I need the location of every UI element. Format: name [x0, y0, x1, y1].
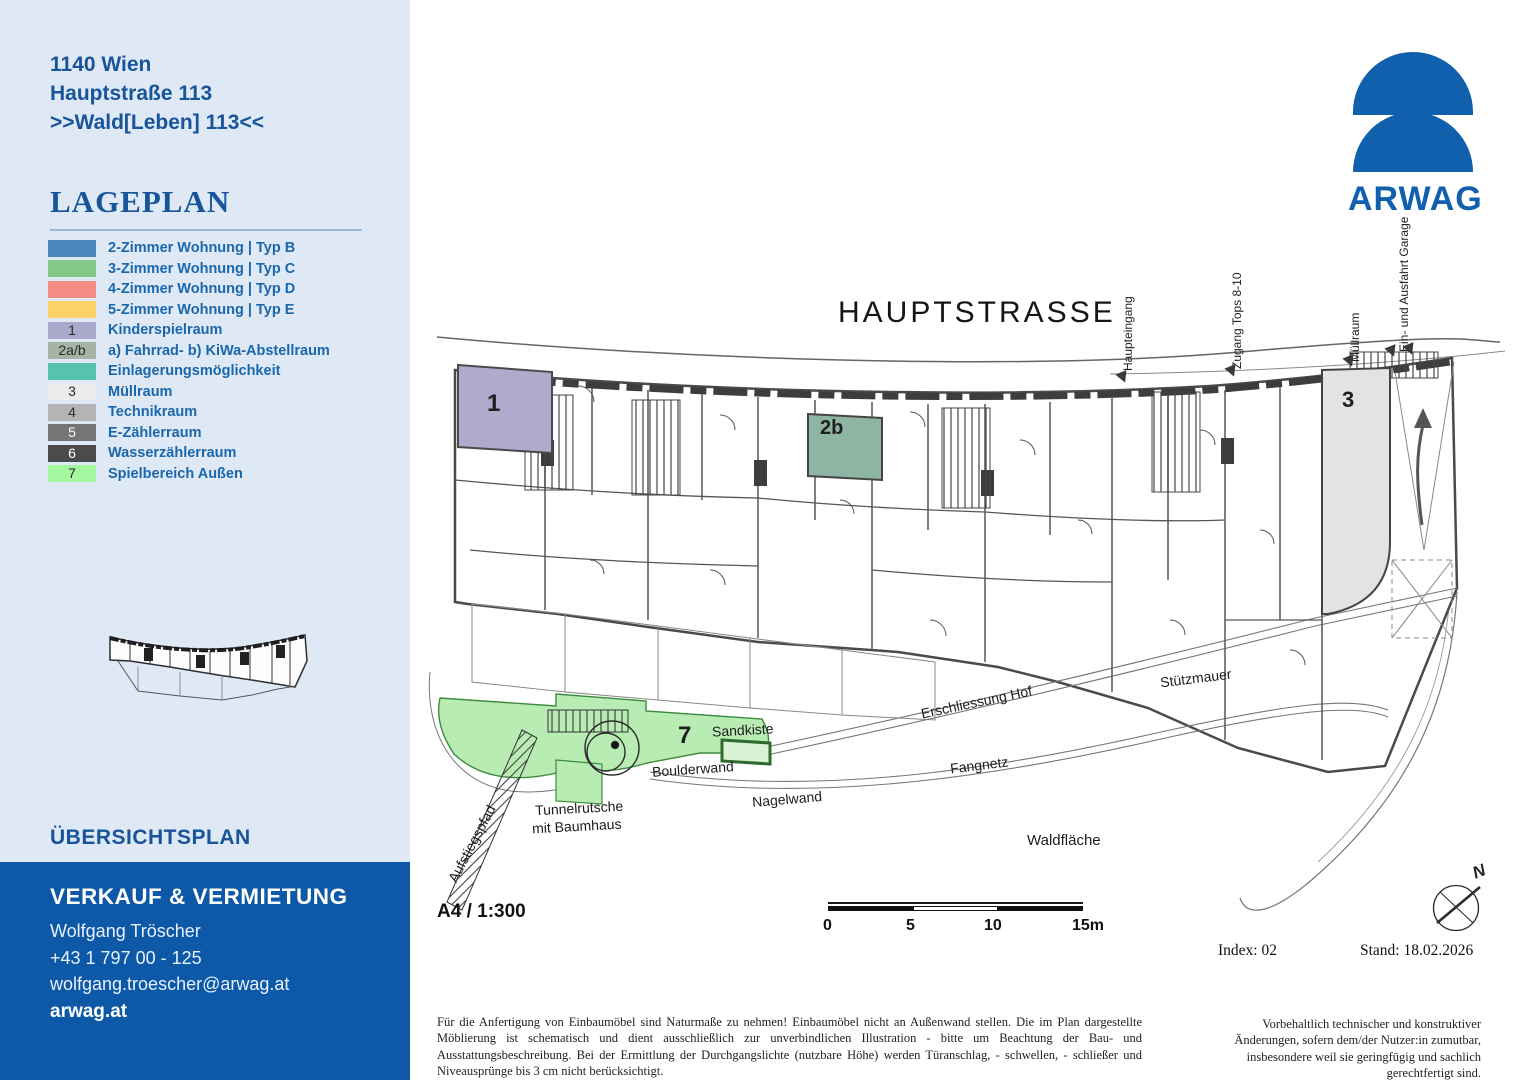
disclaimer-right: Vorbehaltlich technischer und konstruktiver Änderungen, sofern dem/der Nutzer:in zumutbar, insbesondere weil sie geringfügig und sachlich gerechtfertigt sind. [1234, 1017, 1481, 1080]
scale-segment [913, 906, 998, 911]
site-plan-drawing [410, 320, 1527, 1000]
legend-swatch-typ-b [48, 240, 96, 257]
room-label-muellraum: 3 [1342, 387, 1355, 412]
legend-row [48, 300, 378, 321]
address-line-1: 1140 Wien [50, 53, 152, 76]
overview-plan-title: ÜBERSICHTSPLAN [50, 826, 251, 849]
scale-segment [998, 906, 1083, 911]
legend-label: Spielbereich Außen [108, 465, 243, 482]
legend-label: 4-Zimmer Wohnung | Typ D [108, 281, 296, 298]
title-divider [50, 229, 362, 231]
label-waldflaeche: Waldfläche [1027, 832, 1101, 849]
arwag-logo-icon [1351, 50, 1475, 174]
address-line-2: Hauptstraße 113 [50, 82, 213, 105]
legend-row [48, 259, 378, 280]
legend-swatch-kinderspielraum: 1 [48, 322, 96, 339]
playground-annex [556, 760, 602, 804]
legend-label: Wasserzählerraum [108, 445, 237, 462]
legend-swatch-e-zaehlerraum: 5 [48, 424, 96, 441]
page-title: LAGEPLAN [50, 184, 231, 219]
label-fangnetz: Fangnetz [949, 753, 1010, 777]
room-label-abstellraum: 2b [820, 417, 844, 439]
disclaimer-left: Für die Anfertigung von Einbaumöbel sind Naturmaße zu nehmen! Einbaumöbel nicht an Außenwand stellen. Die im Plan dargestellte Möblierung ist schematisch und dient ausschließlich zur unverbindlichen Illustration - bitte um Beachtung der Bau- und Ausstattungsbeschreibung. Bei der Ermittlung der Durchgangslichte (nutzbare Höhe) werden Türanschlag, - schwellen, - schließer und Niveausprünge bis 3 cm nicht berücksichtigt. [437, 1015, 1142, 1078]
label-tunnelrutsche-1: Tunnelrutsche [534, 797, 624, 819]
marker-zugang-tops: Zugang Tops 8-10 [1230, 272, 1244, 369]
index-note: Index: 02 [1218, 942, 1277, 959]
format-scale: A4 / 1:300 [437, 901, 526, 922]
scale-segment [828, 906, 913, 911]
room-label-spielbereich: 7 [678, 722, 692, 749]
scale-bar [828, 902, 1083, 911]
legend-swatch-wasserzaehlerraum: 6 [48, 445, 96, 462]
label-boulderwand: Boulderwand [651, 758, 735, 780]
legend-swatch-muellraum: 3 [48, 383, 96, 400]
label-erschliessung-hof: Erschliessung Hof [919, 682, 1034, 722]
marker-haupteingang: Haupteingang [1121, 296, 1135, 371]
legend-row [48, 423, 378, 444]
scale-tick-15: 15m [1072, 917, 1105, 934]
legend-label: 3-Zimmer Wohnung | Typ C [108, 260, 296, 277]
legend-row [48, 464, 378, 485]
legend-row [48, 443, 378, 464]
scale-tick-5: 5 [906, 917, 915, 934]
legend-row [48, 402, 378, 423]
legend-swatch-abstellraum: 2a/b [48, 342, 96, 359]
north-label: N [1469, 860, 1489, 883]
scale-tick-0: 0 [823, 917, 832, 934]
label-aufstiegspfad: Aufstiegspfad [444, 802, 499, 885]
contact-email: wolfgang.troescher@arwag.at [50, 974, 290, 994]
legend-label: 5-Zimmer Wohnung | Typ E [108, 301, 295, 318]
legend-label: Kinderspielraum [108, 322, 223, 339]
legend-row [48, 320, 378, 341]
contact-heading: VERKAUF & VERMIETUNG [50, 884, 348, 909]
legend-swatch-typ-e [48, 301, 96, 318]
legend-swatch-typ-c [48, 260, 96, 277]
legend-row [48, 361, 378, 382]
label-stuetzmauer: Stützmauer [1159, 665, 1233, 691]
room-label-kinderspielraum: 1 [487, 390, 501, 417]
street-line [437, 337, 1500, 362]
contact-website: arwag.at [50, 1001, 128, 1022]
contact-name: Wolfgang Tröscher [50, 921, 201, 941]
stand-note: Stand: 18.02.2026 [1360, 942, 1474, 959]
legend-label: Technikraum [108, 404, 198, 421]
legend-swatch-technikraum: 4 [48, 404, 96, 421]
legend-row [48, 238, 378, 259]
legend-label: a) Fahrrad- b) KiWa-Abstellraum [108, 342, 330, 359]
label-sandkiste: Sandkiste [711, 720, 774, 740]
legend-label: E-Zählerraum [108, 424, 202, 441]
legend-swatch-einlagerung [48, 363, 96, 380]
arwag-logo-wordmark: ARWAG [1348, 180, 1483, 218]
street-name: HAUPTSTRASSE [838, 296, 1116, 329]
legend-label: Einlagerungsmöglichkeit [108, 363, 281, 380]
project-address [50, 50, 264, 137]
marker-garage: Ein- und Ausfahrt Garage [1397, 216, 1411, 352]
contact-panel [0, 862, 410, 1080]
legend-row [48, 279, 378, 300]
legend-swatch-typ-d [48, 281, 96, 298]
mini-overview-plan [100, 615, 315, 710]
legend-swatch-spielbereich: 7 [48, 465, 96, 482]
label-tunnelrutsche-2: mit Baumhaus [531, 815, 622, 837]
legend-row [48, 341, 378, 362]
label-nagelwand: Nagelwand [751, 787, 823, 811]
legend-label: 2-Zimmer Wohnung | Typ B [108, 240, 296, 257]
sidebar [0, 0, 410, 1080]
legend [48, 238, 378, 484]
contact-phone: +43 1 797 00 - 125 [50, 948, 202, 968]
legend-row [48, 382, 378, 403]
room-muellraum-3 [1322, 368, 1390, 614]
address-line-3: >>Wald[Leben] 113<< [50, 111, 264, 134]
legend-label: Müllraum [108, 383, 173, 400]
marker-muellraum: Müllraum [1348, 312, 1362, 362]
scale-tick-10: 10 [984, 917, 1002, 934]
room-kinderspielraum [458, 365, 552, 453]
